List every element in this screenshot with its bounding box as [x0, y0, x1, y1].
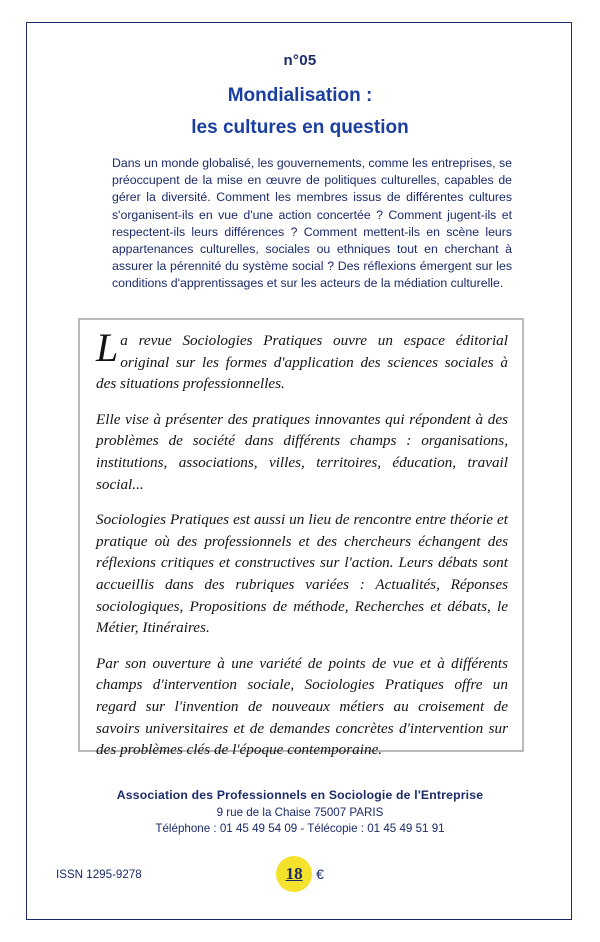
price-block — [0, 856, 600, 892]
association-address: 9 rue de la Chaise 75007 PARIS — [216, 806, 384, 819]
issn-code: ISSN 1295-9278 — [56, 868, 142, 881]
editorial-paragraph-1-text: a revue Sociologies Pratiques ouvre un espace éditorial original sur les formes d'application des sciences sociales à des situations professionnelles. — [96, 332, 508, 393]
association-name-text: Association des Professionnels en Sociologie de l'Entreprise — [116, 788, 484, 802]
editorial-text — [96, 325, 508, 761]
abstract-text: Dans un monde globalisé, les gouvernements, comme les entreprises, se préoccupent de la mise en œuvre de politiques culturelles, capables de gérer la diversité. Comment les membres issus de différentes cultures s'organisent-ils en vue d'une action concertée ? Comment jugent-ils et respectent-ils leurs différences ? Comment mettent-ils en scène leurs appartenances culturelles, sociales ou ethniques tout en cherchant à assurer la pérennité du système social ? Des réflexions émergent sur les conditions d'apprentissages et sur les acteurs de la médiation culturelle. — [112, 156, 512, 291]
editorial-paragraph-1 — [96, 325, 508, 395]
title-line-2: les cultures en question — [191, 117, 409, 138]
price-amount: 18 — [276, 856, 312, 892]
association-name — [0, 788, 600, 802]
title-line-1: Mondialisation : — [227, 85, 373, 106]
editorial-dropcap: L — [96, 325, 119, 370]
editorial-paragraph-2: Elle vise à présenter des pratiques innovantes qui répondent à des problèmes de société dans différents champs : organisations, institutions, associations, villes, territoires, éducation, travail social... — [96, 410, 508, 493]
page-title — [0, 80, 600, 144]
association-phone: Téléphone : 01 45 49 54 09 - Télécopie : 01 45 49 51 91 — [155, 822, 445, 835]
editorial-paragraph-3: Sociologies Pratiques est aussi un lieu de rencontre entre théorie et pratique où des professionnels et des chercheurs échangent des réflexions critiques et constructives sur l'action. Leurs débats sont accueillis dans des rubriques variées : Actualités, Réponses sociologiques, Propositions de méthode, Recherches et débats, le Métier, Itinéraires. — [96, 511, 508, 637]
issue-number: n°05 — [283, 52, 317, 69]
price-currency: € — [316, 866, 324, 882]
editorial-paragraph-4: Par son ouverture à une variété de points de vue et à différents champs d'intervention sociale, Sociologies Pratiques offre un regard sur l'invention de nouveaux métiers au croisement de savoirs universitaires et de demandes concrètes d'intervention sur des problèmes clés de l'époque contemporaine. — [96, 654, 508, 759]
